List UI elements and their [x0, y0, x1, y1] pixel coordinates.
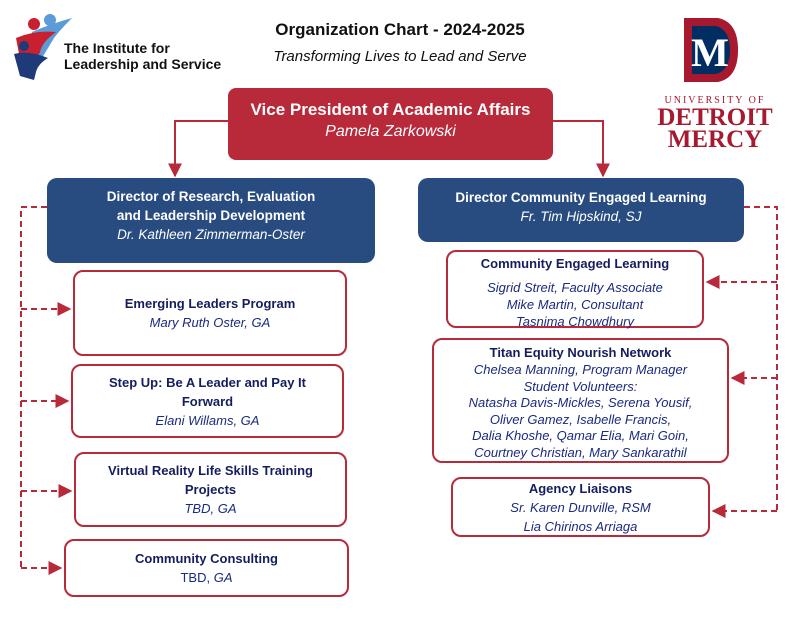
program-person	[180, 568, 232, 587]
detroit-label: DETROIT	[657, 104, 773, 131]
institute-name-line1: The Institute for	[64, 40, 170, 56]
program-step-up	[71, 364, 344, 438]
vp-to-right-director-line	[553, 121, 603, 176]
program-person: Lia Chirinos Arriaga	[523, 518, 638, 534]
program-community-consulting	[64, 539, 349, 597]
program-virtual-reality	[74, 452, 347, 527]
svg-text:M: M	[691, 30, 729, 75]
program-person-suffix: GA	[213, 570, 233, 585]
program-title: Titan Equity Nourish Network	[489, 345, 672, 360]
program-title: Emerging Leaders Program	[124, 296, 296, 311]
program-person: Elani Willams, GA	[155, 412, 260, 428]
program-person: Sr. Karen Dunville, RSM	[510, 499, 651, 515]
left-director-title-line2: and Leadership Development	[116, 208, 306, 223]
program-person: Chelsea Manning, Program Manager	[473, 362, 688, 377]
program-emerging-leaders	[73, 270, 347, 356]
left-director-title-line1: Director of Research, Evaluation	[106, 189, 316, 204]
program-title-line1: Step Up: Be A Leader and Pay It	[109, 374, 306, 390]
program-person: Sigrid Streit, Faculty Associate	[487, 280, 663, 295]
program-agency-liaisons	[451, 477, 710, 537]
program-person: Student Volunteers:	[523, 378, 638, 394]
vp-to-left-director-line	[175, 121, 228, 176]
vp-name: Pamela Zarkowski	[325, 123, 456, 140]
institute-logo	[12, 12, 252, 82]
program-title: Community Engaged Learning	[480, 256, 670, 271]
program-person: Courtney Christian, Mary Sankarathil	[474, 444, 687, 460]
right-director-name: Fr. Tim Hipskind, SJ	[520, 209, 642, 224]
vp-title: Vice President of Academic Affairs	[250, 100, 531, 119]
program-person: TBD, GA	[184, 501, 237, 516]
program-person: Tasnima Chowdhury	[515, 314, 635, 329]
program-person-prefix: TBD,	[180, 570, 214, 585]
right-director-box	[418, 178, 744, 242]
left-director-name: Dr. Kathleen Zimmerman-Oster	[117, 227, 305, 242]
program-titan-equity-nourish-network	[432, 338, 729, 463]
program-title-line1: Virtual Reality Life Skills Training	[108, 463, 313, 478]
university-logo	[640, 14, 790, 153]
program-community-engaged-learning	[446, 250, 704, 328]
right-director-title: Director Community Engaged Learning	[455, 190, 707, 205]
program-title-line2: Forward	[181, 393, 234, 409]
program-person: Dalia Khoshe, Qamar Elia, Mari Goin,	[472, 428, 689, 443]
program-person: Oliver Gamez, Isabelle Francis,	[489, 411, 672, 427]
mercy-label: MERCY	[667, 126, 763, 153]
program-person: Mike Martin, Consultant	[506, 297, 644, 312]
vp-box	[228, 88, 553, 160]
program-person: Natasha Davis-Mickles, Serena Yousif,	[468, 395, 693, 410]
institute-name-line2: Leadership and Service	[64, 56, 222, 72]
titans-shield-icon	[678, 14, 742, 86]
program-person: Mary Ruth Oster, GA	[149, 315, 271, 330]
page-title: Organization Chart - 2024-2025	[275, 20, 525, 39]
page-subtitle: Transforming Lives to Lead and Serve	[273, 48, 527, 65]
university-of-label: UNIVERSITY OF	[664, 95, 766, 106]
program-title-line2: Projects	[184, 482, 237, 497]
program-title: Community Consulting	[135, 551, 278, 566]
people-figures-icon	[12, 12, 72, 82]
left-director-box	[47, 178, 375, 263]
program-title: Agency Liaisons	[528, 480, 633, 496]
